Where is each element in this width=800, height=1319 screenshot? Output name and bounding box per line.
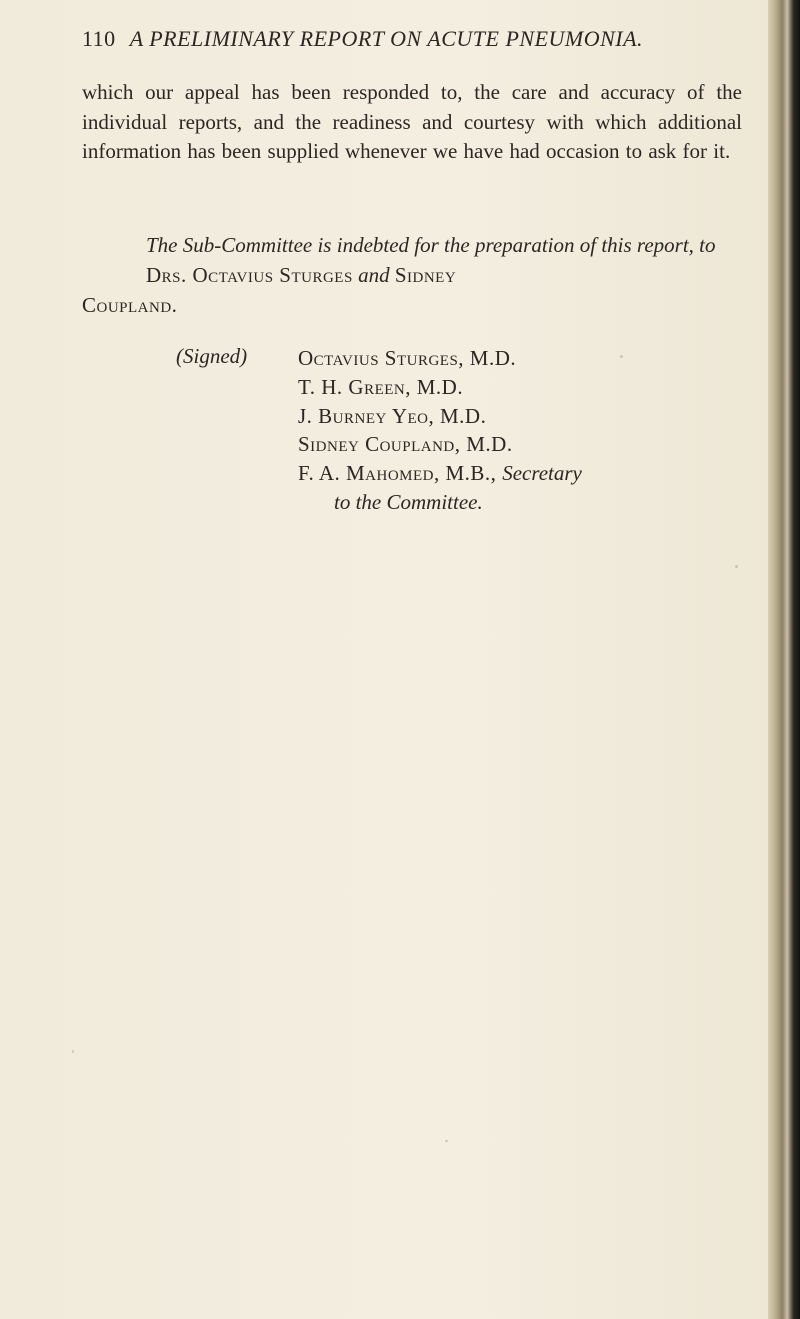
body-paragraph: which our appeal has been responded to, the care and accuracy of the individual reports, and the readiness and courtesy with which additional information has been supplied whenever we have had occasion to ask for it. (82, 80, 742, 163)
signatory-1: Octavius Sturges, M.D. (298, 346, 517, 370)
paper-speck (735, 565, 738, 568)
signatory-5 (298, 459, 582, 488)
signatory-5-role: Secretary (502, 461, 582, 486)
running-header (82, 26, 643, 52)
running-title: A PRELIMINARY REPORT ON ACUTE PNEUMONIA. (129, 26, 644, 51)
page-number: 110 (82, 26, 116, 51)
signatory-4: Sidney Coupland, M.D. (298, 432, 513, 457)
acknowledgement-second-first: Sidney (394, 263, 457, 287)
signatories-list (298, 344, 582, 517)
paper-speck (620, 355, 623, 358)
paper-speck (72, 1050, 74, 1053)
acknowledgement-paragraph (82, 230, 742, 320)
acknowledgement-and: and (352, 263, 395, 287)
acknowledgement-intro: The Sub-Committee is indebted for the preparation of this report, to (146, 233, 716, 257)
signatory-role-continuation: to the Committee. (334, 489, 483, 514)
signed-label: (Signed) (176, 344, 248, 368)
book-spine-edge (768, 0, 800, 1319)
signatory-3: J. Burney Yeo, M.D. (298, 403, 487, 428)
paper-speck (445, 1140, 448, 1142)
acknowledgement-drs: Drs. Octavius Sturges (146, 263, 353, 287)
signatory-5-name: F. A. Mahomed, M.B., (298, 461, 497, 486)
acknowledgement-second-last: Coupland. (82, 293, 178, 317)
signatory-2: T. H. Green, M.D. (298, 374, 464, 399)
